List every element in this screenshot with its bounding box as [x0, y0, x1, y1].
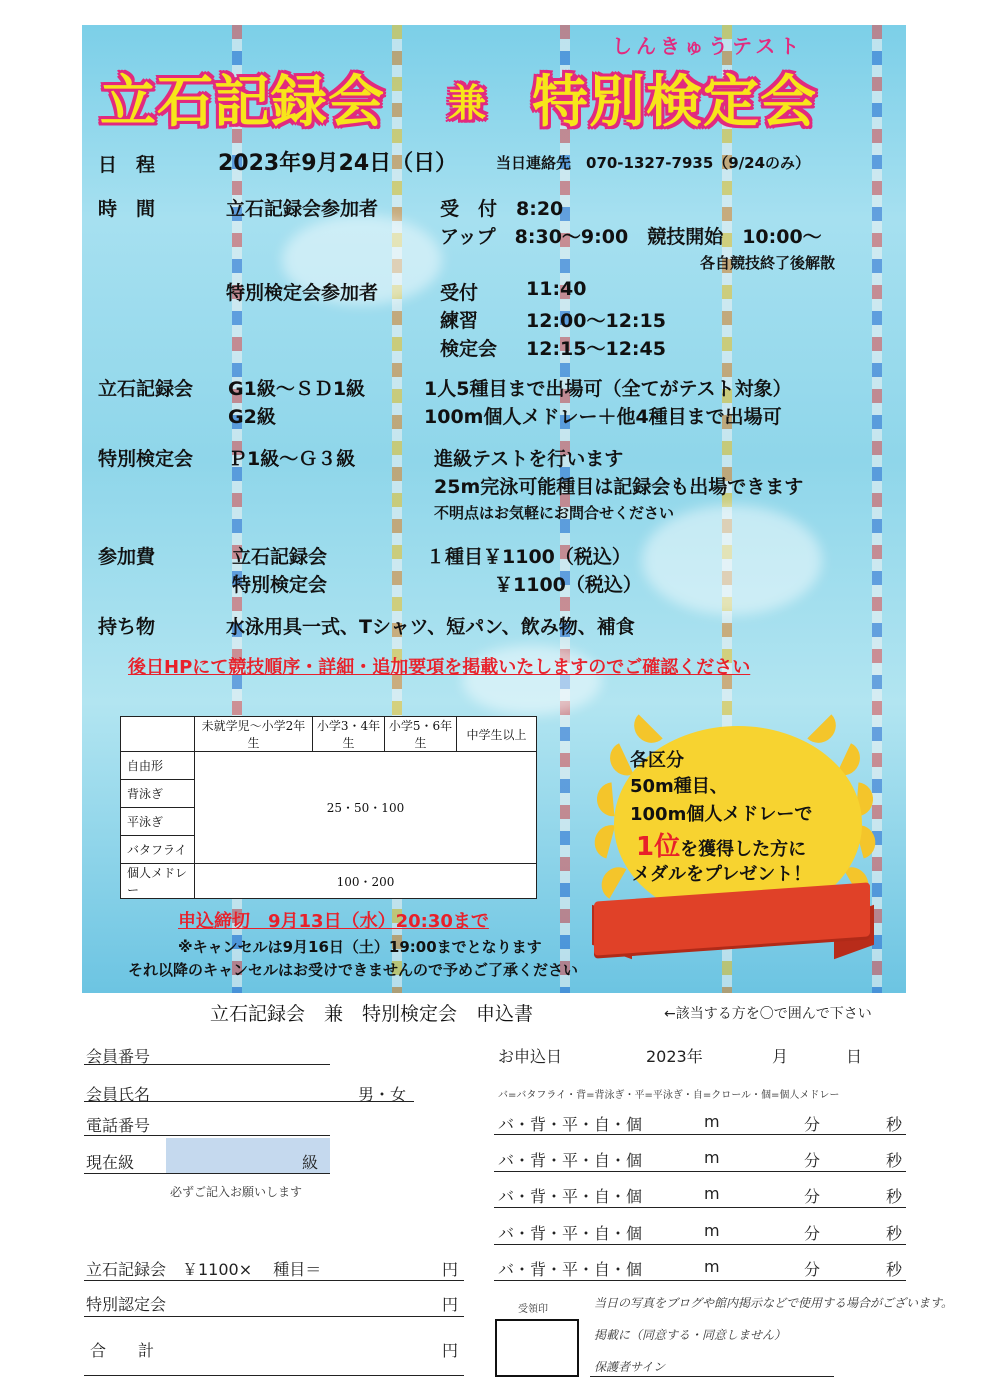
stroke-label: バタフライ [121, 836, 195, 864]
receipt-label: 受領印 [518, 1304, 548, 1315]
grade-underline [84, 1173, 330, 1174]
phone-label: 電話番号 [86, 1116, 151, 1135]
apply-year: 2023年 [646, 1047, 703, 1066]
event-row-line[interactable] [494, 1134, 906, 1135]
hp-notice: 後日HPにて競技順序・詳細・追加要項を掲載いたしますのでご確認ください [128, 657, 751, 678]
table-header: 小学5・6年生 [385, 717, 457, 752]
apply-date-label: お申込日 [498, 1047, 563, 1066]
unit-meter: m [704, 1112, 720, 1131]
event-row-strokes[interactable]: バ・背・平・自・個 [498, 1187, 643, 1206]
special-practice-time: 12:00～12:15 [526, 310, 666, 332]
medal-line1: 各区分 [630, 750, 684, 771]
fee-record-line: 立石記録会 ￥1100× 種目＝ [86, 1260, 322, 1279]
event-row-line[interactable] [494, 1171, 906, 1172]
yen-unit: 円 [442, 1260, 459, 1279]
event-row-line[interactable] [494, 1207, 906, 1208]
special-reception-label: 受付 [440, 282, 479, 304]
special-participants: 特別検定会参加者 [226, 282, 379, 304]
date-value: 2023年9月24日（日） [218, 151, 458, 176]
photo-note: 当日の写真をブログや館内掲示などで使用する場合がございます。 [594, 1296, 954, 1310]
special-test-time: 12:15～12:45 [526, 338, 666, 360]
member-no-label: 会員番号 [86, 1047, 151, 1066]
form-instruction: ←該当する方を〇で囲んで下さい [664, 1006, 872, 1022]
fee-special-label: 特別検定会 [232, 574, 328, 596]
tateishi-up: アップ 8:30～9:00 競技開始 10:00～ [440, 226, 822, 248]
fee-record-field[interactable] [84, 1280, 464, 1281]
stroke-label: 平泳ぎ [121, 808, 195, 836]
fee-special-value: ￥1100（税込） [494, 574, 642, 596]
special-note3: 不明点はお気軽にお問合せください [434, 504, 675, 522]
member-no-field[interactable] [84, 1064, 330, 1065]
unit-second: 秒 [886, 1151, 903, 1170]
date-label: 日 程 [98, 154, 156, 176]
unit-meter: m [704, 1221, 720, 1240]
apply-day[interactable]: 日 [846, 1047, 863, 1066]
special-practice-label: 練習 [440, 310, 479, 332]
event-row-line[interactable] [494, 1280, 906, 1281]
unit-second: 秒 [886, 1260, 903, 1279]
event-row-strokes[interactable]: バ・背・平・自・個 [498, 1224, 643, 1243]
record-grade1: G1級～ＳＤ1級 [228, 378, 366, 400]
form-title: 立石記録会 兼 特別検定会 申込書 [210, 1003, 534, 1025]
gender-option[interactable]: 男・女 [358, 1085, 407, 1104]
unit-meter: m [704, 1148, 720, 1167]
phone-field[interactable] [84, 1135, 330, 1136]
table-header: 未就学児～小学2年生 [195, 717, 313, 752]
fee-special-line: 特別認定会 [86, 1295, 167, 1314]
fee-record-label: 立石記録会 [232, 546, 328, 568]
fee-record-value: １種目￥1100（税込） [426, 546, 631, 568]
tateishi-reception: 受 付 8:20 [440, 198, 564, 220]
first-place: 1位 [636, 832, 681, 862]
required-note: 必ずご記入お願いします [170, 1185, 303, 1199]
medal-line5: メダルをプレゼント！ [632, 864, 812, 885]
title-kane: 兼 [448, 81, 488, 125]
contact-info: 当日連絡先 070-1327-7935（9/24のみ） [496, 154, 811, 172]
special-test-label: 検定会 [440, 338, 498, 360]
unit-second: 秒 [886, 1224, 903, 1243]
special-note1: 進級テストを行います [434, 448, 624, 470]
guardian-label: 保護者サイン [594, 1360, 666, 1374]
yen-unit: 円 [442, 1295, 459, 1314]
special-grade: Ｐ1級～Ｇ３級 [228, 448, 356, 470]
stroke-label: 背泳ぎ [121, 780, 195, 808]
title-special: 特別検定会 [532, 70, 817, 135]
unit-minute: 分 [804, 1151, 821, 1170]
table-row [121, 752, 537, 780]
unit-minute: 分 [804, 1224, 821, 1243]
special-reception-time: 11:40 [526, 278, 587, 300]
unit-second: 秒 [886, 1115, 903, 1134]
title-main: 立石記録会 [100, 70, 385, 135]
event-row-strokes[interactable]: バ・背・平・自・個 [498, 1260, 643, 1279]
table-header [121, 717, 195, 752]
items-label: 持ち物 [98, 616, 156, 638]
guardian-signature-field[interactable] [590, 1376, 834, 1377]
apply-month[interactable]: 月 [772, 1047, 789, 1066]
unit-meter: m [704, 1184, 720, 1203]
record-grade2-note: 100m個人メドレー＋他4種目まで出場可 [424, 406, 782, 428]
total-field[interactable] [84, 1375, 464, 1376]
fee-special-field[interactable] [84, 1316, 464, 1317]
cancel-note1: ※キャンセルは9月16日（土）19:00までとなります [178, 938, 542, 956]
yen-unit: 円 [442, 1341, 459, 1360]
grade-unit: 級 [302, 1153, 319, 1172]
fee-label: 参加費 [98, 546, 156, 568]
medal-line2: 50m種目、 [630, 776, 728, 797]
consent-option[interactable]: 掲載に（同意する・同意しません） [594, 1328, 787, 1342]
stroke-label: 自由形 [121, 752, 195, 780]
unit-second: 秒 [886, 1187, 903, 1206]
event-row-line[interactable] [494, 1244, 906, 1245]
unit-minute: 分 [804, 1115, 821, 1134]
medal-line3: 100m個人メドレーで [630, 804, 813, 825]
cancel-note2: それ以降のキャンセルはお受けできませんので予めご了承ください [128, 961, 579, 979]
grade-label: 現在級 [86, 1153, 135, 1172]
time-label: 時 間 [98, 198, 156, 220]
record-label: 立石記録会 [98, 378, 194, 400]
special-label: 特別検定会 [98, 448, 194, 470]
unit-minute: 分 [804, 1260, 821, 1279]
items-value: 水泳用具一式、Tシャツ、短パン、飲み物、補食 [226, 616, 635, 638]
medal-line4 [636, 826, 806, 863]
medley-label: 個人メドレー [121, 864, 195, 899]
table-row [121, 717, 537, 752]
medley-distance: 100・200 [195, 864, 537, 899]
event-table [120, 716, 537, 899]
unit-meter: m [704, 1257, 720, 1276]
distance-main: 25・50・100 [195, 752, 537, 864]
medal-line4-rest: を獲得した方に [680, 839, 807, 860]
event-row-strokes[interactable]: バ・背・平・自・個 [498, 1115, 643, 1134]
unit-minute: 分 [804, 1187, 821, 1206]
total-label: 合 計 [90, 1341, 155, 1360]
member-name-field[interactable] [84, 1101, 414, 1102]
tateishi-participants: 立石記録会参加者 [226, 198, 379, 220]
record-grade1-note: 1人5種目まで出場可（全てがテスト対象） [424, 378, 792, 400]
event-row-strokes[interactable]: バ・背・平・自・個 [498, 1151, 643, 1170]
member-name-label: 会員氏名 [86, 1085, 151, 1104]
table-header: 小学3・4年生 [313, 717, 385, 752]
deadline: 申込締切 9月13日（水）20:30まで [178, 911, 489, 932]
table-header: 中学生以上 [457, 717, 537, 752]
record-grade2: G2級 [228, 406, 276, 428]
title-ruby: しんきゅうテスト [612, 34, 804, 58]
table-row [121, 864, 537, 899]
special-note2: 25m完泳可能種目は記録会も出場できます [434, 476, 804, 498]
tateishi-dismiss: 各自競技終了後解散 [700, 254, 836, 272]
receipt-stamp-box [495, 1319, 579, 1377]
stroke-legend: バ=バタフライ・背=背泳ぎ・平=平泳ぎ・自=クロール・個=個人メドレー [498, 1090, 840, 1101]
